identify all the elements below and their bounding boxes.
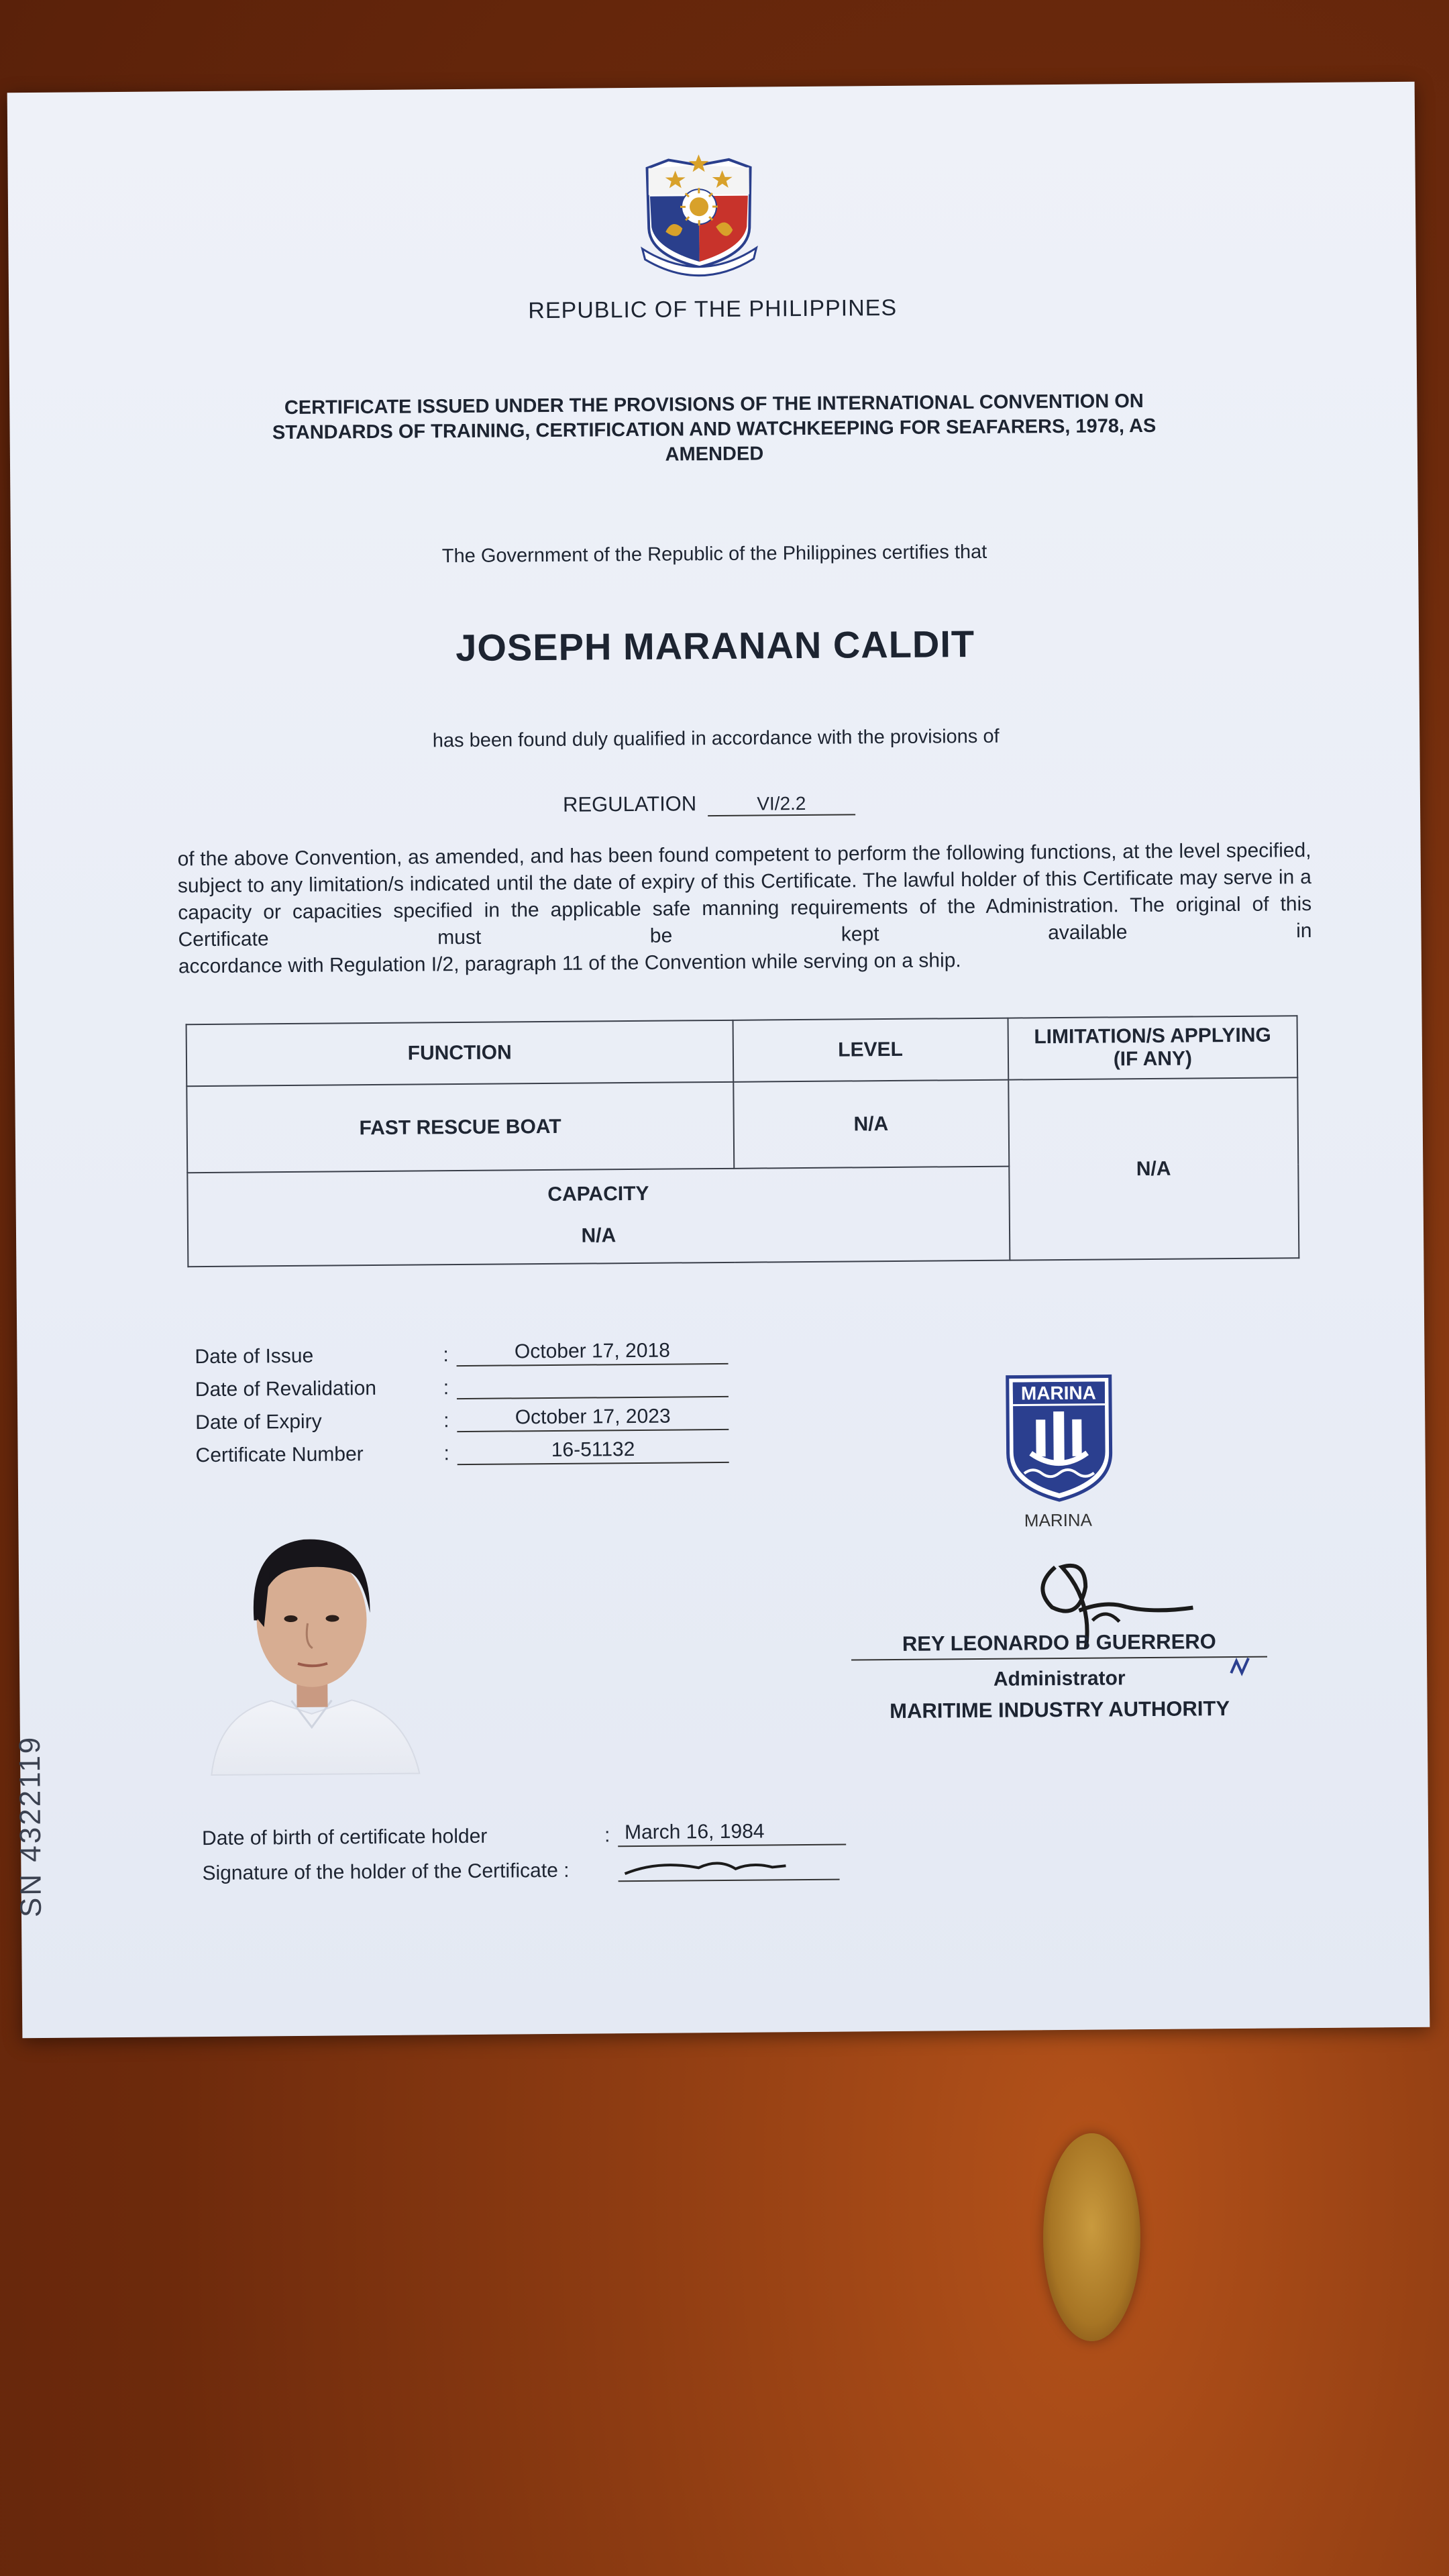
convention-statement: CERTIFICATE ISSUED UNDER THE PROVISIONS OF THE INTERNATIONAL CONVENTION ON STANDARDS OF TRAINING, CERTIFICATION AND WATCHKEEPING FOR SEAFARERS, 1978, AS AMENDED — [272, 390, 1157, 466]
header-level: LEVEL — [733, 1018, 1008, 1082]
date-issue-value: October 17, 2018 — [456, 1339, 728, 1366]
date-expiry-label: Date of Expiry — [195, 1410, 322, 1434]
colon: : — [443, 1344, 449, 1366]
philippine-coat-of-arms-icon — [628, 147, 770, 282]
dob-value: March 16, 1984 — [618, 1820, 846, 1847]
qualified-text: has been found duly qualified in accordance with the provisions of — [432, 725, 1000, 752]
holder-name: JOSEPH MARANAN CALDIT — [455, 622, 975, 669]
competency-statement — [177, 837, 1312, 980]
header-limitations: LIMITATION/S APPLYING (IF ANY) — [1008, 1016, 1297, 1079]
certificate-document — [7, 82, 1430, 2038]
capacity-cell — [187, 1167, 1010, 1267]
holder-signature — [618, 1852, 839, 1882]
issuing-organization: MARITIME INDUSTRY AUTHORITY — [890, 1697, 1230, 1723]
blue-initial-mark — [1227, 1653, 1254, 1680]
date-issue-row — [195, 1332, 728, 1368]
signatory-title: Administrator — [993, 1667, 1126, 1690]
capacity-label: CAPACITY — [547, 1182, 649, 1206]
date-revalidation-label: Date of Revalidation — [195, 1377, 377, 1401]
colon: : — [443, 1442, 450, 1465]
limitations-value: N/A — [1008, 1077, 1299, 1260]
header-function: FUNCTION — [186, 1020, 733, 1086]
table-row — [186, 1077, 1298, 1173]
marina-logo-icon — [1004, 1372, 1116, 1503]
regulation-label: REGULATION — [562, 792, 697, 816]
regulation-value: VI/2.2 — [708, 792, 855, 816]
capacity-value: N/A — [581, 1224, 616, 1247]
function-value: FAST RESCUE BOAT — [186, 1082, 734, 1173]
date-revalidation-row — [195, 1364, 729, 1401]
dates-block — [195, 1332, 729, 1467]
serial-number: SN 4322119 — [13, 1735, 48, 1918]
functions-table — [186, 1015, 1300, 1267]
certificate-number-label: Certificate Number — [195, 1443, 364, 1467]
colon: : — [443, 1409, 449, 1432]
date-issue-label: Date of Issue — [195, 1344, 314, 1368]
signatory-name: REY LEONARDO B GUERRERO — [851, 1629, 1267, 1661]
level-value: N/A — [733, 1080, 1009, 1169]
holder-details — [202, 1811, 847, 1886]
wood-knot — [1043, 2133, 1140, 2341]
dob-label — [202, 1824, 604, 1850]
certificate-number-row — [195, 1430, 729, 1467]
certificate-number-value: 16-51132 — [457, 1438, 729, 1465]
holder-signature-label: Signature of the holder of the Certificate : — [202, 1859, 570, 1885]
competency-statement-last-line: accordance with Regulation I/2, paragraph 11 of the Convention while serving on a ship. — [178, 949, 961, 978]
table-header-row — [186, 1016, 1298, 1086]
date-expiry-row — [195, 1397, 729, 1434]
colon: : — [443, 1377, 449, 1399]
colon: : — [604, 1824, 610, 1847]
dob-row — [202, 1811, 846, 1851]
date-expiry-value: October 17, 2023 — [457, 1405, 729, 1432]
date-revalidation-value — [457, 1371, 729, 1399]
competency-statement-text: of the above Convention, as amended, and has been found competent to perform the following functions, at the level specified, subject to any limitation/s indicated until the date of expiry of this Certificate. The lawful holder of this Certificate may serve in a capacity or capacities specified in the applicable safe manning requirements of the Administration. The original of this Certificate must be kept available in — [177, 839, 1312, 951]
holder-photo — [189, 1498, 433, 1782]
holder-signature-scribble — [618, 1852, 839, 1881]
certifies-text: The Government of the Republic of the Philippines certifies that — [441, 541, 987, 568]
country-title: REPUBLIC OF THE PHILIPPINES — [528, 294, 898, 324]
regulation-line — [563, 790, 855, 817]
marina-caption: MARINA — [1024, 1509, 1093, 1531]
marina-logo-text: MARINA — [1020, 1382, 1097, 1404]
dob-label-text: Date of birth of certificate holder — [201, 1825, 488, 1850]
holder-signature-row — [202, 1845, 846, 1886]
